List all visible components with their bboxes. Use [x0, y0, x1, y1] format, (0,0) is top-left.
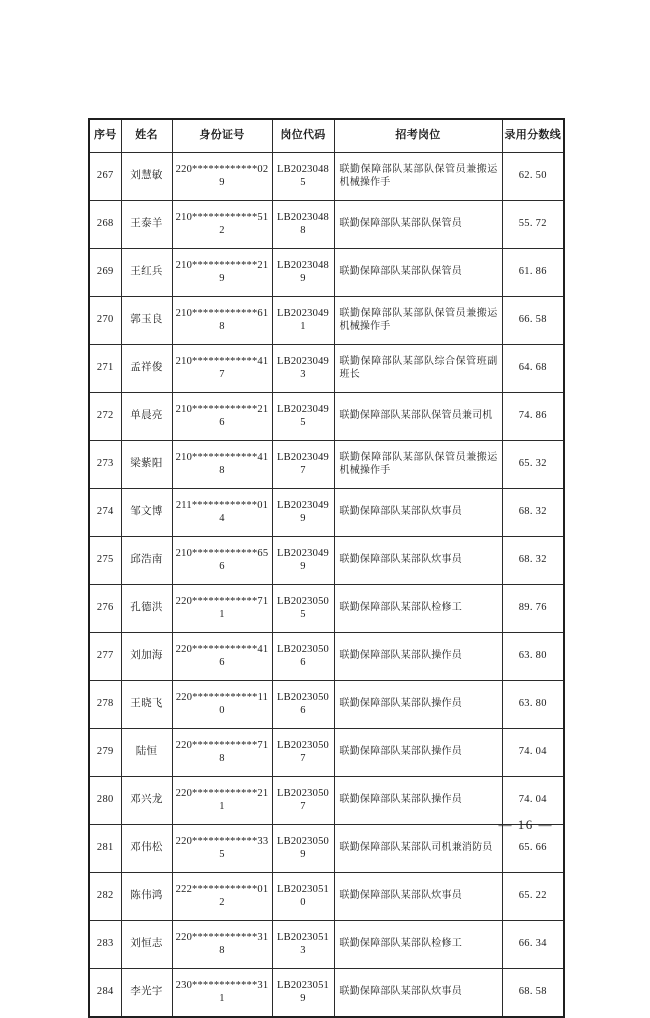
cell-score: 74. 86 [502, 392, 564, 440]
cell-score: 66. 58 [502, 296, 564, 344]
cell-id_number: 220************335 [172, 824, 272, 872]
cell-seq: 279 [89, 728, 121, 776]
table-row [89, 968, 564, 1017]
cell-score: 65. 22 [502, 872, 564, 920]
cell-name: 陈伟鸿 [121, 872, 172, 920]
cell-code: LB20230493 [272, 344, 334, 392]
table-row [89, 488, 564, 536]
cell-seq: 284 [89, 968, 121, 1017]
cell-id_number: 210************418 [172, 440, 272, 488]
cell-code: LB20230499 [272, 488, 334, 536]
cell-id_number: 220************211 [172, 776, 272, 824]
table-row [89, 632, 564, 680]
cell-position: 联勤保障部队某部队操作员 [334, 728, 502, 776]
table-row [89, 248, 564, 296]
cell-score: 68. 32 [502, 536, 564, 584]
cell-code: LB20230510 [272, 872, 334, 920]
cell-code: LB20230488 [272, 200, 334, 248]
cell-code: LB20230513 [272, 920, 334, 968]
cell-position: 联勤保障部队某部队操作员 [334, 776, 502, 824]
cell-score: 65. 66 [502, 824, 564, 872]
cell-seq: 274 [89, 488, 121, 536]
cell-score: 62. 50 [502, 152, 564, 200]
cell-position: 联勤保障部队某部队炊事员 [334, 536, 502, 584]
cell-code: LB20230499 [272, 536, 334, 584]
table-row [89, 392, 564, 440]
cell-position: 联勤保障部队某部队保管员兼搬运机械操作手 [334, 440, 502, 488]
header-name: 姓名 [121, 119, 172, 152]
header-seq: 序号 [89, 119, 121, 152]
cell-code: LB20230497 [272, 440, 334, 488]
cell-id_number: 220************318 [172, 920, 272, 968]
cell-position: 联勤保障部队某部队炊事员 [334, 872, 502, 920]
cell-name: 王泰羊 [121, 200, 172, 248]
cell-seq: 273 [89, 440, 121, 488]
cell-id_number: 210************656 [172, 536, 272, 584]
cell-position: 联勤保障部队某部队综合保管班副班长 [334, 344, 502, 392]
cell-position: 联勤保障部队某部队检修工 [334, 584, 502, 632]
cell-name: 单晨亮 [121, 392, 172, 440]
table-row [89, 920, 564, 968]
cell-score: 63. 80 [502, 632, 564, 680]
cell-score: 65. 32 [502, 440, 564, 488]
cell-name: 邹文博 [121, 488, 172, 536]
cell-id_number: 220************718 [172, 728, 272, 776]
cell-name: 邱浩南 [121, 536, 172, 584]
cell-position: 联勤保障部队某部队炊事员 [334, 488, 502, 536]
cell-score: 64. 68 [502, 344, 564, 392]
cell-position: 联勤保障部队某部队炊事员 [334, 968, 502, 1017]
cell-name: 陆恒 [121, 728, 172, 776]
cell-code: LB20230509 [272, 824, 334, 872]
table-row [89, 824, 564, 872]
table-row [89, 344, 564, 392]
cell-code: LB20230491 [272, 296, 334, 344]
cell-position: 联勤保障部队某部队司机兼消防员 [334, 824, 502, 872]
cell-code: LB20230507 [272, 776, 334, 824]
cell-id_number: 210************618 [172, 296, 272, 344]
cell-score: 63. 80 [502, 680, 564, 728]
header-score: 录用分数线 [502, 119, 564, 152]
table-body [89, 152, 564, 1017]
cell-position: 联勤保障部队某部队保管员兼搬运机械操作手 [334, 152, 502, 200]
cell-score: 61. 86 [502, 248, 564, 296]
cell-seq: 268 [89, 200, 121, 248]
cell-id_number: 210************417 [172, 344, 272, 392]
cell-code: LB20230506 [272, 632, 334, 680]
cell-score: 66. 34 [502, 920, 564, 968]
recruitment-score-table [88, 118, 565, 1018]
cell-name: 孟祥俊 [121, 344, 172, 392]
cell-seq: 282 [89, 872, 121, 920]
page-number: — 16 — [498, 817, 553, 832]
cell-position: 联勤保障部队某部队操作员 [334, 680, 502, 728]
cell-position: 联勤保障部队某部队检修工 [334, 920, 502, 968]
cell-id_number: 210************219 [172, 248, 272, 296]
cell-score: 68. 32 [502, 488, 564, 536]
table-row [89, 872, 564, 920]
cell-name: 李光宇 [121, 968, 172, 1017]
cell-id_number: 220************711 [172, 584, 272, 632]
cell-id_number: 220************029 [172, 152, 272, 200]
table-row [89, 200, 564, 248]
cell-name: 邓兴龙 [121, 776, 172, 824]
cell-seq: 275 [89, 536, 121, 584]
cell-name: 梁紫阳 [121, 440, 172, 488]
cell-score: 68. 58 [502, 968, 564, 1017]
cell-id_number: 211************014 [172, 488, 272, 536]
table-row [89, 296, 564, 344]
cell-position: 联勤保障部队某部队保管员 [334, 200, 502, 248]
cell-position: 联勤保障部队某部队保管员兼司机 [334, 392, 502, 440]
table-row [89, 152, 564, 200]
cell-code: LB20230507 [272, 728, 334, 776]
cell-id_number: 220************416 [172, 632, 272, 680]
cell-seq: 280 [89, 776, 121, 824]
cell-seq: 281 [89, 824, 121, 872]
cell-id_number: 210************512 [172, 200, 272, 248]
cell-seq: 269 [89, 248, 121, 296]
cell-score: 55. 72 [502, 200, 564, 248]
cell-position: 联勤保障部队某部队保管员兼搬运机械操作手 [334, 296, 502, 344]
cell-id_number: 230************311 [172, 968, 272, 1017]
cell-id_number: 222************012 [172, 872, 272, 920]
cell-position: 联勤保障部队某部队保管员 [334, 248, 502, 296]
cell-position: 联勤保障部队某部队操作员 [334, 632, 502, 680]
cell-seq: 270 [89, 296, 121, 344]
table-row [89, 440, 564, 488]
cell-code: LB20230485 [272, 152, 334, 200]
cell-score: 74. 04 [502, 728, 564, 776]
cell-name: 郭玉良 [121, 296, 172, 344]
cell-name: 王晓飞 [121, 680, 172, 728]
cell-name: 刘慧敏 [121, 152, 172, 200]
cell-score: 89. 76 [502, 584, 564, 632]
cell-name: 刘加海 [121, 632, 172, 680]
table-header-row [89, 119, 564, 152]
table-row [89, 536, 564, 584]
cell-seq: 276 [89, 584, 121, 632]
header-code: 岗位代码 [272, 119, 334, 152]
table-row [89, 584, 564, 632]
cell-seq: 283 [89, 920, 121, 968]
cell-name: 邓伟松 [121, 824, 172, 872]
cell-name: 王红兵 [121, 248, 172, 296]
cell-name: 孔德洪 [121, 584, 172, 632]
cell-id_number: 220************110 [172, 680, 272, 728]
cell-name: 刘恒志 [121, 920, 172, 968]
cell-id_number: 210************216 [172, 392, 272, 440]
header-id-number: 身份证号 [172, 119, 272, 152]
cell-seq: 272 [89, 392, 121, 440]
cell-code: LB20230506 [272, 680, 334, 728]
table-row [89, 680, 564, 728]
table-row [89, 728, 564, 776]
cell-code: LB20230505 [272, 584, 334, 632]
cell-seq: 267 [89, 152, 121, 200]
cell-seq: 278 [89, 680, 121, 728]
cell-seq: 271 [89, 344, 121, 392]
cell-code: LB20230519 [272, 968, 334, 1017]
cell-seq: 277 [89, 632, 121, 680]
cell-score: 74. 04 [502, 776, 564, 824]
table-row [89, 776, 564, 824]
cell-code: LB20230495 [272, 392, 334, 440]
cell-code: LB20230489 [272, 248, 334, 296]
header-position: 招考岗位 [334, 119, 502, 152]
